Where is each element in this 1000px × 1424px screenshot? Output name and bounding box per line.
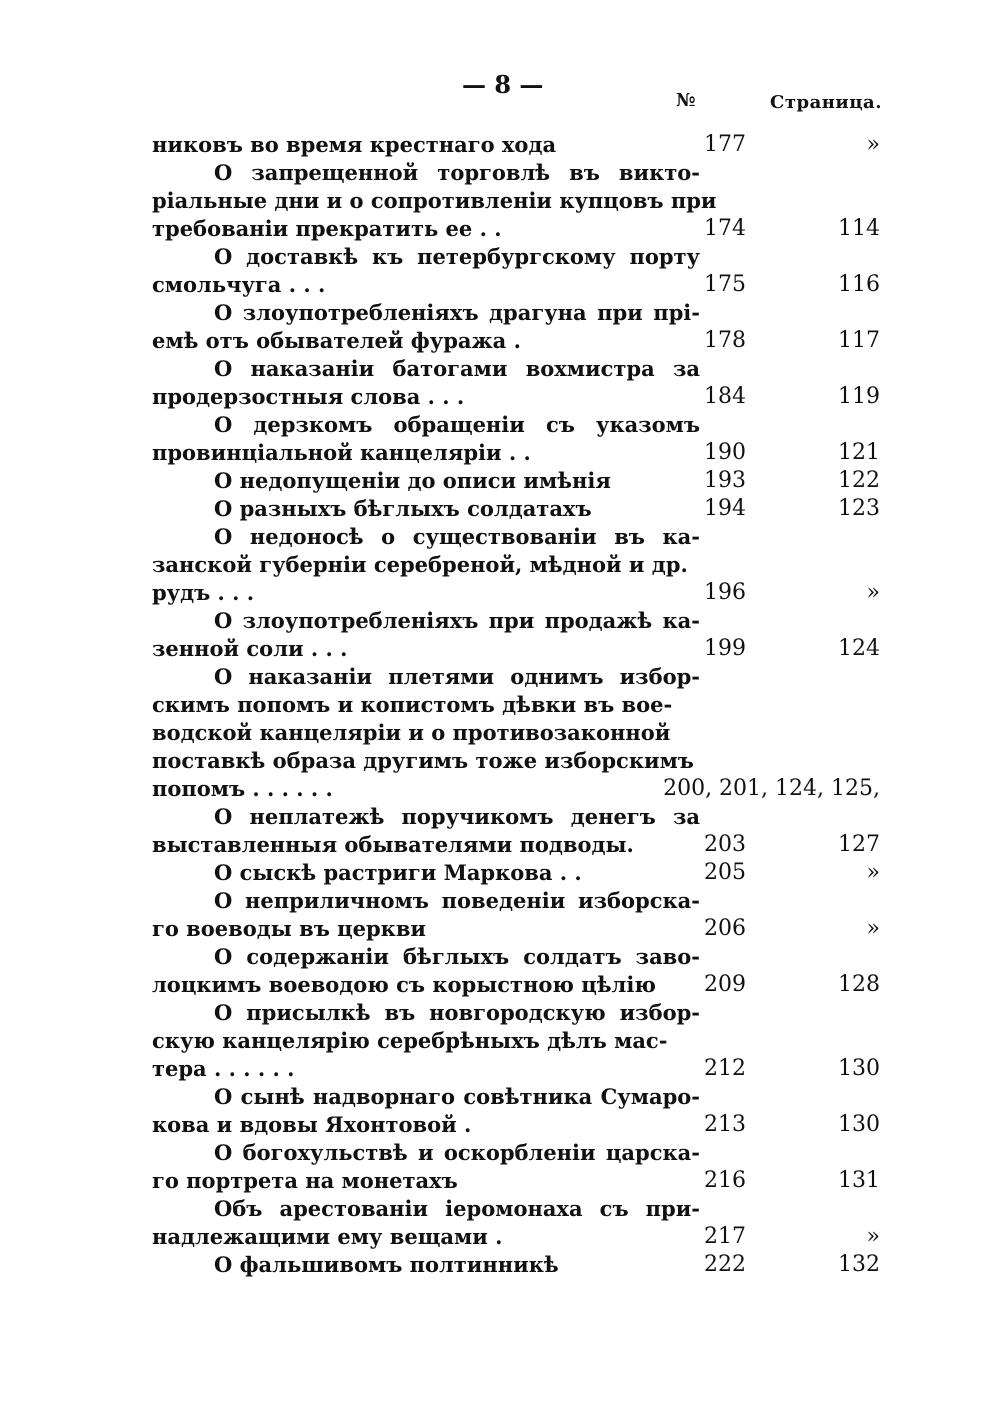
entry-number: 199 — [704, 636, 746, 661]
entry-text: зенной соли . . . — [152, 636, 348, 661]
entry-line — [0, 859, 1000, 887]
entry-number: 205 — [704, 860, 746, 885]
entry-text: продерзостныя слова . . . — [152, 384, 465, 409]
entry-text: Объ арестованіи іеромонаха съ при- — [214, 1196, 700, 1221]
entry-line — [0, 971, 1000, 999]
page-column-header: Страница. — [770, 92, 882, 113]
entry-line — [0, 243, 1000, 271]
entry-line — [0, 1195, 1000, 1223]
entry-text: О неплатежѣ поручикомъ денегъ за — [214, 804, 700, 829]
entry-number: 222 — [704, 1252, 746, 1277]
entry-line — [0, 1111, 1000, 1139]
entry-text: никовъ во время крестнаго хода — [152, 132, 557, 157]
entry-text: попомъ . . . . . . — [152, 776, 333, 801]
entry-line — [0, 747, 1000, 775]
entry-page: 128 — [838, 972, 880, 997]
entry-number: 203 — [704, 832, 746, 857]
entry-page: 131 — [838, 1168, 880, 1193]
entry-text: О недопущеніи до описи имѣнія — [214, 468, 611, 493]
entry-text: О богохульствѣ и оскорбленіи царска- — [214, 1140, 700, 1165]
entry-page: 122 — [838, 468, 880, 493]
entry-line — [0, 1027, 1000, 1055]
entry-text: занской губерніи серебреной, мѣдной и др. — [152, 552, 688, 577]
entry-line — [0, 523, 1000, 551]
entry-line — [0, 775, 1000, 803]
entry-number: 209 — [704, 972, 746, 997]
entry-line — [0, 355, 1000, 383]
entry-page: 116 — [838, 272, 880, 297]
entry-text: поставкѣ образа другимъ тоже изборскимъ — [152, 748, 694, 773]
entry-page: 119 — [838, 384, 880, 409]
entry-text: смольчуга . . . — [152, 272, 326, 297]
entry-page: 124 — [838, 636, 880, 661]
entry-text: емѣ отъ обывателей фуража . — [152, 328, 521, 353]
entry-line — [0, 383, 1000, 411]
entry-text: О злоупотребленіяхъ драгуна при прі- — [214, 300, 700, 325]
entry-line — [0, 1251, 1000, 1279]
entry-line — [0, 271, 1000, 299]
entry-line — [0, 495, 1000, 523]
entry-line — [0, 607, 1000, 635]
entry-line — [0, 215, 1000, 243]
entry-text: надлежащими ему вещами . — [152, 1224, 503, 1249]
entry-text: скимъ попомъ и копистомъ дѣвки въ вое- — [152, 692, 673, 717]
entry-text: ріальные дни и о сопротивленіи купцовъ при — [152, 188, 717, 213]
entry-text: О доставкѣ къ петербургскому порту — [214, 244, 700, 269]
entry-line — [0, 663, 1000, 691]
entry-line — [0, 1223, 1000, 1251]
entry-line — [0, 1055, 1000, 1083]
entry-text: тера . . . . . . — [152, 1056, 295, 1081]
entry-line — [0, 299, 1000, 327]
entry-line — [0, 691, 1000, 719]
entry-line — [0, 439, 1000, 467]
entry-number: 213 — [704, 1112, 746, 1137]
entry-number: 190 — [704, 440, 746, 465]
entry-page: 123 — [838, 496, 880, 521]
entry-page: 130 — [838, 1056, 880, 1081]
entry-text: лоцкимъ воеводою съ корыстною цѣлію — [152, 972, 656, 997]
entry-page: 117 — [838, 328, 880, 353]
entry-page: » — [866, 1224, 880, 1249]
entry-number: 196 — [704, 580, 746, 605]
entry-line — [0, 467, 1000, 495]
entry-number: 216 — [704, 1168, 746, 1193]
entry-page: » — [866, 580, 880, 605]
entry-line — [0, 551, 1000, 579]
entry-text: рудъ . . . — [152, 580, 255, 605]
entry-number-and-page: 200, 201, 124, 125, — [663, 776, 880, 801]
entry-text: провинціальной канцеляріи . . — [152, 440, 531, 465]
entry-number: 217 — [704, 1224, 746, 1249]
entry-text: выставленныя обывателями подводы. — [152, 832, 634, 857]
entry-page: 114 — [838, 216, 880, 241]
entry-number: 184 — [704, 384, 746, 409]
entry-line — [0, 999, 1000, 1027]
entry-page: » — [866, 916, 880, 941]
entry-line — [0, 1083, 1000, 1111]
entry-line — [0, 131, 1000, 159]
entry-text: О наказаніи батогами вохмистра за — [214, 356, 700, 381]
entry-text: О запрещенной торговлѣ въ викто- — [214, 160, 700, 185]
entry-text: го портрета на монетахъ — [152, 1168, 458, 1193]
entry-text: О сынѣ надворнаго совѣтника Сумаро- — [214, 1084, 700, 1109]
entry-text: О фальшивомъ полтинникѣ — [214, 1252, 559, 1277]
number-column-header: № — [676, 90, 696, 111]
entry-line — [0, 831, 1000, 859]
entry-number: 174 — [704, 216, 746, 241]
entry-page: » — [866, 860, 880, 885]
entry-text: О злоупотребленіяхъ при продажѣ ка- — [214, 608, 700, 633]
entry-page: 130 — [838, 1112, 880, 1137]
entry-line — [0, 411, 1000, 439]
entry-text: О содержаніи бѣглыхъ солдатъ заво- — [214, 944, 700, 969]
entry-text: О недоносѣ о существованіи въ ка- — [214, 524, 700, 549]
entry-text: О разныхъ бѣглыхъ солдатахъ — [214, 496, 592, 521]
entry-number: 212 — [704, 1056, 746, 1081]
entry-number: 194 — [704, 496, 746, 521]
entry-page: » — [866, 132, 880, 157]
entry-number: 177 — [704, 132, 746, 157]
entry-text: О дерзкомъ обращеніи съ указомъ — [214, 412, 700, 437]
entry-line — [0, 327, 1000, 355]
entry-line — [0, 803, 1000, 831]
entry-text: О сыскѣ растриги Маркова . . — [214, 860, 582, 885]
entry-text: кова и вдовы Яхонтовой . — [152, 1112, 472, 1137]
entry-line — [0, 159, 1000, 187]
entry-text: скую канцелярію серебрѣныхъ дѣлъ мас- — [152, 1028, 668, 1053]
entry-line — [0, 1167, 1000, 1195]
entry-text: О наказаніи плетями однимъ избор- — [214, 664, 700, 689]
entry-text: О присылкѣ въ новгородскую избор- — [214, 1000, 700, 1025]
entry-number: 193 — [704, 468, 746, 493]
entry-number: 175 — [704, 272, 746, 297]
entry-page: 127 — [838, 832, 880, 857]
entry-line — [0, 719, 1000, 747]
entry-page: 121 — [838, 440, 880, 465]
entry-number: 178 — [704, 328, 746, 353]
page-number: — 8 — — [462, 70, 544, 99]
entry-number: 206 — [704, 916, 746, 941]
entry-line — [0, 635, 1000, 663]
index-entries — [0, 131, 1000, 1279]
entry-line — [0, 1139, 1000, 1167]
entry-text: О неприличномъ поведеніи изборска- — [214, 888, 700, 913]
entry-text: водской канцеляріи и о противозаконной — [152, 720, 671, 745]
entry-text: го воеводы въ церкви — [152, 916, 427, 941]
entry-line — [0, 887, 1000, 915]
entry-line — [0, 943, 1000, 971]
entry-text: требованіи прекратить ее . . — [152, 216, 502, 241]
entry-line — [0, 579, 1000, 607]
entry-line — [0, 187, 1000, 215]
entry-page: 132 — [838, 1252, 880, 1277]
entry-line — [0, 915, 1000, 943]
